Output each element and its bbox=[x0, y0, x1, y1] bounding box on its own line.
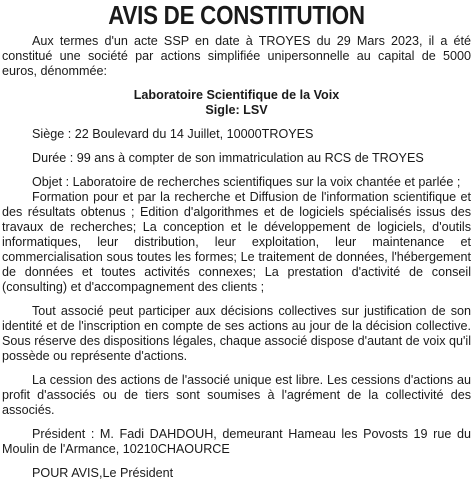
signature-line: POUR AVIS,Le Président bbox=[32, 466, 174, 480]
president-paragraph: Président : M. Fadi DAHDOUH, demeurant Hameau les Povosts 19 rue du Moulin de l'Armance, 10210CHAOURCE bbox=[2, 427, 471, 456]
company-name: Laboratoire Scientifique de la Voix bbox=[133, 88, 340, 102]
objet-block bbox=[2, 175, 471, 295]
cession-paragraph: La cession des actions de l'associé unique est libre. Les cessions d'actions au profit d'associés ou de tiers sont soumises à l'agrément de la collectivité des associés. bbox=[2, 373, 471, 417]
intro-paragraph: Aux termes d'un acte SSP en date à TROYES du 29 Mars 2023, il a été constitué une société par actions simplifiée unipersonnelle au capital de 5000 euros, dénommée: bbox=[2, 34, 471, 78]
decisions-paragraph: Tout associé peut participer aux décisions collectives sur justification de son identité et de l'inscription en compte de ses actions au jour de la décision collective. Sous réserve des dispositions légales, chaque associé dispose d'autant de voix qu'il possède ou représente d'actions. bbox=[2, 304, 471, 363]
siege-paragraph: Siège : 22 Boulevard du 14 Juillet, 10000TROYES bbox=[32, 127, 314, 141]
legal-notice bbox=[2, 0, 471, 490]
company-block bbox=[2, 88, 471, 118]
objet-line-1: Objet : Laboratoire de recherches scientifiques sur la voix chantée et parlée ; bbox=[32, 175, 461, 189]
duree-paragraph: Durée : 99 ans à compter de son immatriculation au RCS de TROYES bbox=[32, 151, 424, 165]
company-sigle: Sigle: LSV bbox=[205, 103, 268, 117]
objet-line-2: Formation pour et par la recherche et Diffusion de l'information scientifique et des résultats obtenus ; Edition d'algorithmes et de logiciels spécialisés issus des travaux de recherches; La conception et le développement de logiciels, d'outils informatiques, leur distribution, leur exploitation, leur maintenance et commercialisation sous toutes les formes; Le traitement de données, l'hébergement de données et toutes activités connexes; La prestation d'activité de conseil (consulting) et d'accompagnement des clients ; bbox=[2, 190, 471, 294]
notice-title: AVIS DE CONSTITUTION bbox=[108, 0, 365, 30]
